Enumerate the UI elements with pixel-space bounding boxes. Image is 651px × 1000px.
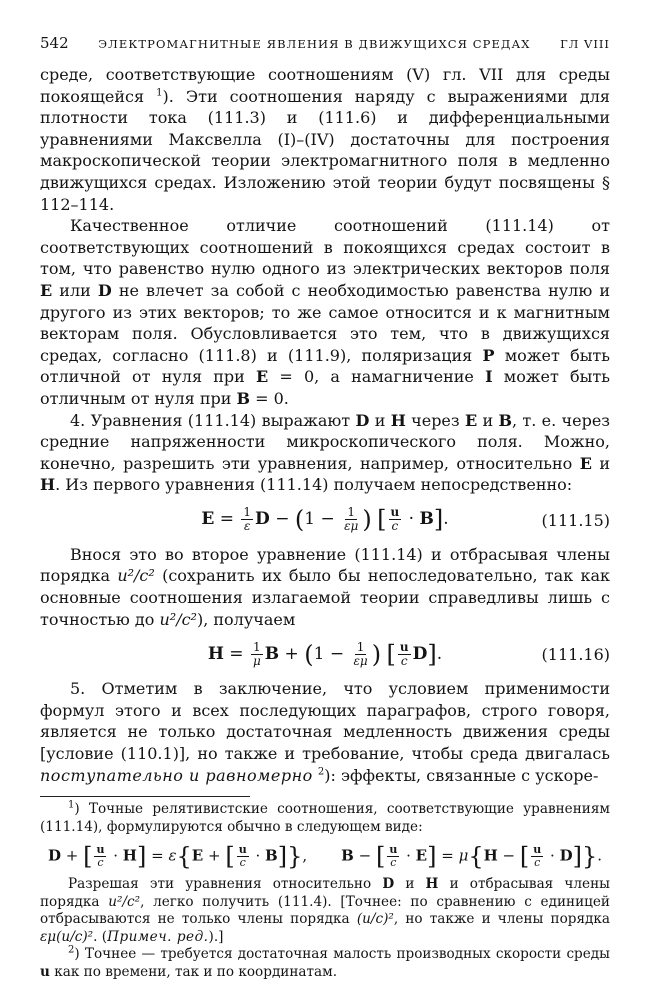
footnote-ref-2[interactable]: 2: [317, 766, 325, 778]
paragraph-3: 4. Уравнения (111.14) выражают D и H через E и B, т. е. через средние напряженности микроскопического поля. Можно, конечно, разрешить эти уравнения, например, относительно E и H. Из первого уравнения (111.14) получаем непосредственно:: [40, 410, 611, 495]
running-header: [40, 34, 610, 58]
paragraph-2: Качественное отличие соотношений (111.14) от соответствующих соотношений в покоящихся средах состоит в том, что равенство нулю одного из электрических векторов поля E или D не влечет за собой с необходимостью равенства нулю и другого из этих векторов; то же самое относится и к магнитным векторам поля. Обусловливается это тем, что в движущихся средах, согласно (111.8) и (111.9), поляризация P может быть отличной от нуля при E = 0, а намагничение I может быть отличным от нуля при B = 0.: [40, 216, 611, 408]
footnote-1-continued: Разрешая эти уравнения относительно D и H и отбрасывая члены порядка u²/c², легко получить (111.4). [Точнее: по сравнению с единицей отбрасываются не только члены порядка (u/c)², но также и члены порядка εμ(u/c)². (Примеч. ред.).]: [40, 876, 610, 945]
paragraph-1: среде, соответствующие соотношениям (V) гл. VII для среды покоящейся $^1$). Эти соотношения наряду с выражениями для плотности тока (111.3) и (111.6) и дифференциальными уравнениями Максвелла (I)–(IV) достаточны для построения макроскопической теории электромагнитного поля в медленно движущихся средах. Изложению этой теории будут посвящены § 112–114.: [40, 65, 610, 214]
equation-111-15: E = $\frac{1}{\varepsilon}$ D − (1 − $\frac{1}{\varepsilon\mu}$ ) [ $\frac{u}{c}$ · B]. (111.15): [201, 505, 610, 534]
footnote-1: $^1$) Точные релятивистские соотношения, соответствующие уравнениям (111.14), формулируются обычно в следующем виде:: [40, 799, 610, 835]
footnote-ref-1[interactable]: 1: [156, 87, 163, 99]
paragraph-5: 5. Отметим в заключение, что условием применимости формул этого и всех последующих параграфов, строго говоря, является не только достаточная медленность движения среды [условие (110.1)], но также и требование, чтобы среда двигалась поступательно и равномерно $^2$): эффекты, связанные с ускоре-: [40, 679, 610, 785]
running-title: ЭЛЕКТРОМАГНИТНЫЕ ЯВЛЕНИЯ В ДВИЖУЩИХСЯ СРЕДАХ: [98, 37, 531, 51]
equation-111-16: H = $\frac{1}{\mu}$ B + (1 − $\frac{1}{\varepsilon\mu}$ ) [ $\frac{u}{c}$ D]. (111.16): [207, 639, 610, 669]
chapter-label: ГЛ VIII: [560, 37, 610, 51]
footnote-divider: [40, 796, 250, 797]
page-number: 542: [40, 34, 69, 52]
footnote-equation: D + [ $\frac{u}{c}$ · H] = ε{E + [ $\frac{u}{c}$ · B]}, B − [ $\frac{u}{c}$ · E] = μ{H − [ $\frac{u}{c}$ · D]}.: [47, 842, 603, 871]
paragraph-4: Внося это во второе уравнение (111.14) и отбрасывая члены порядка u²/c² (сохранить их было бы непоследовательно, так как основные соотношения излагаемой теории справедливы лишь с точностью до u²/c²), получаем: [40, 544, 611, 629]
main-text: [40, 64, 610, 786]
equation-number: (111.15): [541, 510, 610, 530]
footnote-2: $^2$) Точнее — требуется достаточная малость производных скорости среды u как по времени, так и по координатам.: [40, 944, 610, 980]
equation-number: (111.16): [541, 645, 610, 665]
book-page: [40, 34, 610, 981]
